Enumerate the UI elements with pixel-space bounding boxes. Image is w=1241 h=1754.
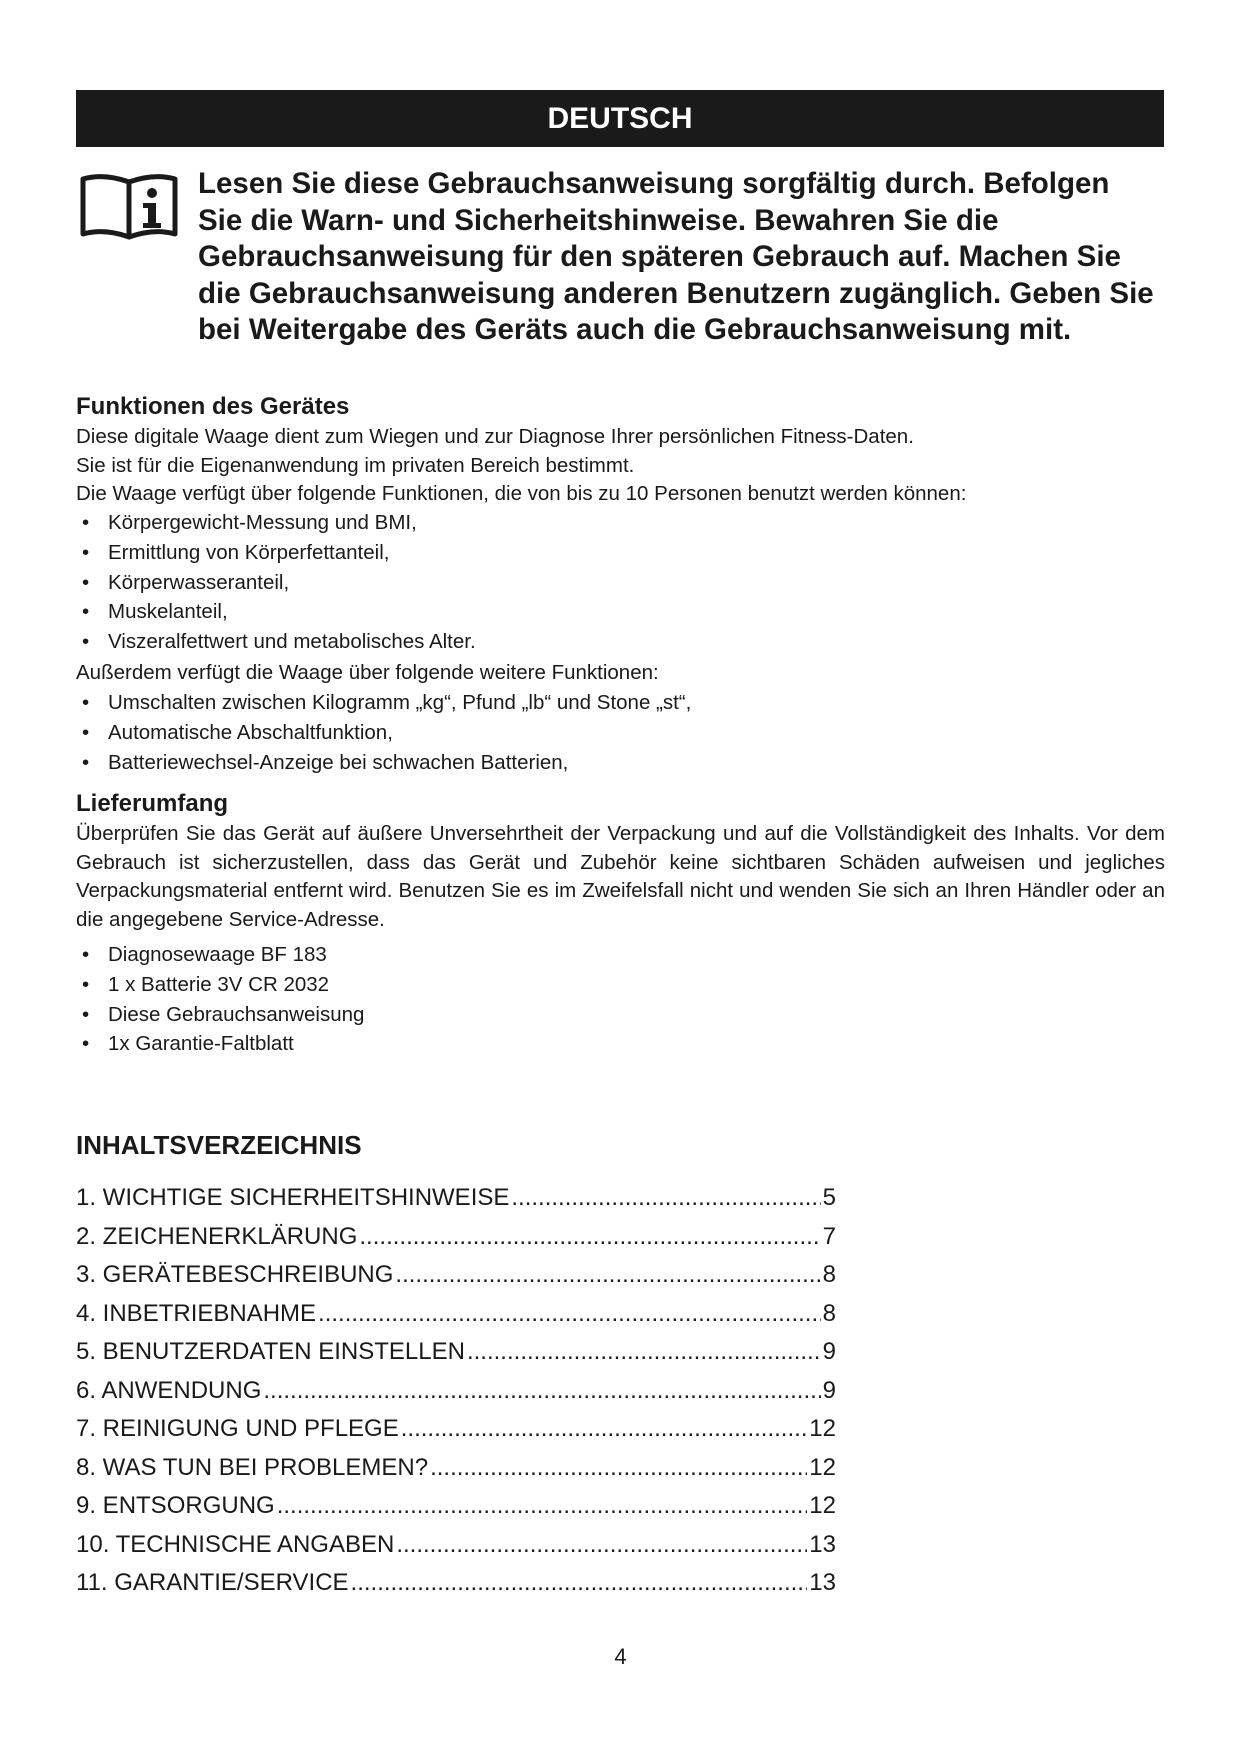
list-item: • Viszeralfettwert und metabolisches Alter.: [82, 627, 476, 657]
toc-entry-page: 12: [809, 1492, 836, 1519]
list-item: • Umschalten zwischen Kilogramm „kg“, Pfund „lb“ und Stone „st“,: [82, 688, 691, 718]
toc-leader-dots: [511, 1184, 820, 1212]
toc-leader-dots: [263, 1377, 820, 1405]
toc-entry: [76, 1492, 836, 1531]
toc-entry: [76, 1184, 836, 1223]
toc-entry: [76, 1569, 836, 1608]
toc-entry-page: 12: [809, 1453, 836, 1481]
toc-leader-dots: [359, 1223, 820, 1251]
toc-entry-page: 9: [822, 1338, 836, 1365]
extra-functions-list: [82, 688, 691, 777]
list-item: • 1x Garantie-Faltblatt: [82, 1029, 364, 1059]
toc-leader-dots: [351, 1569, 808, 1597]
toc-entry-label: 8. WAS TUN BEI PROBLEMEN?: [76, 1453, 429, 1481]
toc-leader-dots: [430, 1454, 807, 1482]
toc-leader-dots: [396, 1531, 807, 1559]
page-number: 4: [614, 1644, 627, 1669]
functions-description: [76, 423, 966, 509]
toc-entry-page: 8: [822, 1261, 836, 1288]
toc-leader-dots: [395, 1261, 820, 1289]
list-item: • 1 x Batterie 3V CR 2032: [82, 970, 364, 1000]
toc-entry-label: 10. TECHNISCHE ANGABEN: [76, 1530, 395, 1558]
toc-entry: [76, 1223, 836, 1262]
functions-line: Die Waage verfügt über folgende Funktionen, die von bis zu 10 Personen benutzt werden können:: [76, 482, 967, 505]
delivery-title: Lieferumfang: [76, 790, 229, 817]
list-item: • Ermittlung von Körperfettanteil,: [82, 538, 476, 568]
toc-entry: [76, 1261, 836, 1300]
list-item: • Automatische Abschaltfunktion,: [82, 718, 691, 748]
list-item: • Muskelanteil,: [82, 597, 476, 627]
list-item: • Diese Gebrauchsanweisung: [82, 1000, 364, 1030]
toc-entry: [76, 1300, 836, 1339]
toc-entry: [76, 1415, 836, 1454]
toc-entry: [76, 1531, 836, 1570]
functions-line: Sie ist für die Eigenanwendung im privaten Bereich bestimmt.: [76, 453, 635, 477]
toc-entry-page: 13: [809, 1569, 836, 1596]
list-item: • Körpergewicht-Messung und BMI,: [82, 508, 476, 538]
toc-entry-label: 2. ZEICHENERKLÄRUNG: [76, 1222, 358, 1250]
toc-entry: [76, 1338, 836, 1377]
toc-entry-page: 9: [822, 1376, 836, 1404]
list-item: • Batteriewechsel-Anzeige bei schwachen Batterien,: [82, 748, 691, 778]
toc-entry-page: 12: [809, 1415, 836, 1442]
toc-entry-page: 8: [822, 1299, 836, 1327]
delivery-list: [82, 940, 364, 1059]
toc-entry-label: 9. ENTSORGUNG: [76, 1492, 275, 1519]
toc-leader-dots: [277, 1492, 808, 1520]
toc-entry-page: 13: [809, 1530, 836, 1558]
toc-leader-dots: [318, 1300, 821, 1328]
functions-title: Funktionen des Gerätes: [76, 393, 350, 420]
toc-entry-label: 1. WICHTIGE SICHERHEITSHINWEISE: [76, 1184, 510, 1211]
functions-list: [82, 508, 476, 657]
extra-functions-intro: Außerdem verfügt die Waage über folgende weitere Funktionen:: [76, 661, 659, 684]
book-info-icon: [80, 170, 178, 242]
toc-entry-label: 6. ANWENDUNG: [76, 1376, 262, 1404]
language-header-bar: [76, 90, 1164, 147]
toc-entry-label: 5. BENUTZERDATEN EINSTELLEN: [76, 1338, 465, 1365]
toc-entry-page: 5: [822, 1184, 836, 1211]
toc-entry-page: 7: [822, 1222, 836, 1250]
toc-leader-dots: [401, 1415, 808, 1443]
toc-title: INHALTSVERZEICHNIS: [76, 1130, 362, 1160]
list-item: • Diagnosewaage BF 183: [82, 940, 364, 970]
toc-entry-label: 4. INBETRIEBNAHME: [76, 1299, 317, 1327]
list-item: • Körperwasseranteil,: [82, 568, 476, 598]
toc-entry-label: 7. REINIGUNG UND PFLEGE: [76, 1415, 399, 1442]
toc-entry-label: 3. GERÄTEBESCHREIBUNG: [76, 1261, 394, 1288]
toc-leader-dots: [467, 1338, 821, 1366]
functions-line: Diese digitale Waage dient zum Wiegen und zur Diagnose Ihrer persönlichen Fitness-Daten.: [76, 425, 914, 448]
intro-warning-text: Lesen Sie diese Gebrauchsanweisung sorgfältig durch. Befolgen Sie die Warn- und Sicherheitshinweise. Bewahren Sie die Gebrauchsanweisung für den späteren Gebrauch auf. Machen Sie die Gebrauchsanweisung anderen Benutzern zugänglich. Geben Sie bei Weitergabe des Geräts auch die Gebrauchsanweisung mit.: [198, 167, 1154, 346]
table-of-contents: [76, 1184, 836, 1608]
language-title: DEUTSCH: [547, 101, 693, 135]
delivery-description: Überprüfen Sie das Gerät auf äußere Unversehrtheit der Verpackung und auf die Vollständigkeit des Inhalts. Vor dem Gebrauch ist sicherzustellen, dass das Gerät und Zubehör keine sichtbaren Schäden aufweisen und jegliches Verpackungsmaterial entfernt wird. Benutzen Sie es im Zweifelsfall nicht und wenden Sie sich an Ihren Händler oder an die angegebene Service-Adresse.: [76, 822, 1165, 931]
toc-entry-label: 11. GARANTIE/SERVICE: [76, 1569, 349, 1596]
toc-entry: [76, 1454, 836, 1493]
toc-entry: [76, 1377, 836, 1416]
